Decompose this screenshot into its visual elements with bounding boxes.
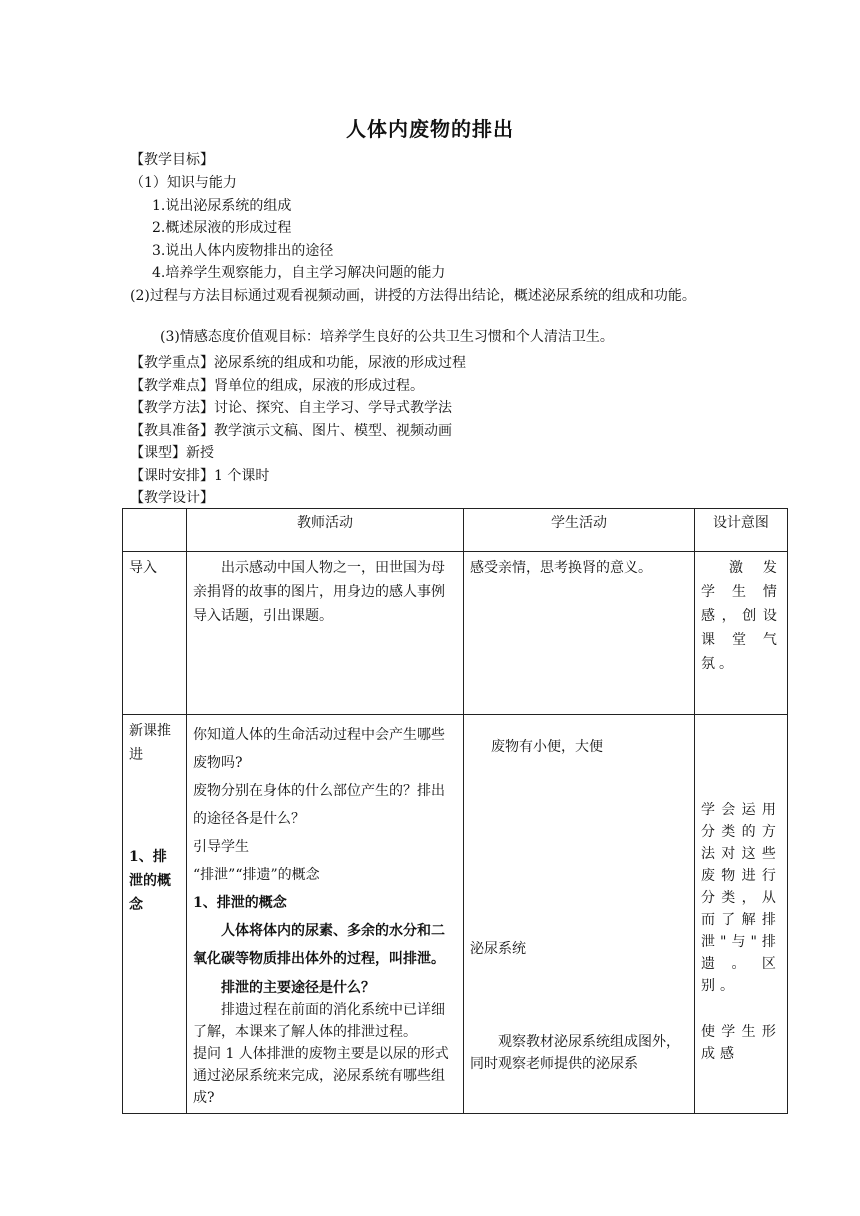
teaching-aids: 【教具准备】教学演示文稿、图片、模型、视频动画 [130, 423, 452, 439]
lesson-type: 【课型】新授 [130, 445, 214, 461]
knowledge-item-4: 4.培养学生观察能力，自主学习解决问题的能力 [152, 265, 446, 281]
teacher-sub-heading: 1、排泄的概念 [193, 895, 287, 911]
table-row-new-lesson [123, 715, 788, 1114]
table-header-row [123, 509, 788, 552]
emotion-objective: (3)情感态度价值观目标：培养学生良好的公共卫生习惯和个人清洁卫生。 [160, 329, 614, 345]
difficulties: 【教学难点】肾单位的组成，尿液的形成过程。 [130, 378, 424, 394]
page-title: 人体内废物的排出 [346, 117, 514, 141]
teacher-concepts: “排泄”“排遗”的概念 [193, 867, 320, 883]
student-observe: 观察教材泌尿系统组成图外，同时观察老师提供的泌尿系 [470, 1034, 680, 1072]
header-student-activity: 学生活动 [464, 509, 695, 552]
teacher-review: 排遗过程在前面的消化系统中已详细了解，本课来了解人体的排泄过程。 [193, 1002, 445, 1040]
header-design-intent: 设计意图 [695, 509, 788, 552]
teacher-definition: 人体将体内的尿素、多余的水分和二氧化碳等物质排出体外的过程，叫排泄。 [193, 923, 445, 967]
new-intent-cell [695, 715, 788, 1114]
teaching-design-table [122, 508, 788, 1114]
student-answer-system: 泌尿系统 [470, 941, 526, 957]
intro-intent-cell: 激发学生情感，创设课堂气氛。 [695, 552, 788, 715]
section-label-excretion: 1、排泄的概念 [129, 849, 171, 913]
table-row-intro [123, 552, 788, 715]
intent-classify: 学会运用分类的方法对这些废物进行分类，从而了解排泄"与"排遗。区别。 [701, 802, 781, 994]
key-points: 【教学重点】泌尿系统的组成和功能，尿液的形成过程 [130, 355, 466, 371]
teacher-ask: 提问 1 人体排泄的废物主要是以尿的形式通过泌尿系统来完成，泌尿系统有哪些组成? [193, 1046, 449, 1106]
intro-student-cell: 感受亲情，思考换肾的意义。 [464, 552, 695, 715]
objectives-heading: 【教学目标】 [130, 152, 214, 168]
teaching-methods: 【教学方法】讨论、探究、自主学习、学导式教学法 [130, 400, 452, 416]
intent-feeling: 使学生形成感 [701, 1024, 781, 1062]
process-method-objective: (2)过程与方法目标通过观看视频动画，讲授的方法得出结论，概述泌尿系统的组成和功能。 [130, 288, 696, 304]
header-teacher-activity: 教师活动 [187, 509, 464, 552]
teacher-question-location: 废物分别在身体的什么部位产生的？排出的途径各是什么？ [193, 783, 445, 827]
new-stage-cell: 新课推进 1、排泄的概念 [123, 715, 187, 1114]
student-answer-waste: 废物有小便，大便 [491, 739, 603, 755]
knowledge-item-2: 2.概述尿液的形成过程 [152, 220, 292, 236]
intro-stage-cell: 导入 [123, 552, 187, 715]
teacher-question-waste: 你知道人体的生命活动过程中会产生哪些废物吗? [193, 727, 445, 771]
new-teacher-cell [187, 715, 464, 1114]
design-heading: 【教学设计】 [130, 490, 214, 506]
knowledge-item-1: 1.说出泌尿系统的组成 [152, 198, 292, 214]
teacher-guide: 引导学生 [193, 839, 249, 855]
intro-teacher-cell: 出示感动中国人物之一，田世国为母亲捐肾的故事的图片，用身边的感人事例导入话题，引出课题。 [187, 552, 464, 715]
lesson-schedule: 【课时安排】1 个课时 [130, 468, 270, 484]
new-student-cell [464, 715, 695, 1114]
teacher-question-route: 排泄的主要途径是什么？ [221, 980, 375, 996]
header-stage-cell [123, 509, 187, 552]
knowledge-item-3: 3.说出人体内废物排出的途径 [152, 243, 334, 259]
knowledge-heading: （1）知识与能力 [130, 175, 237, 191]
